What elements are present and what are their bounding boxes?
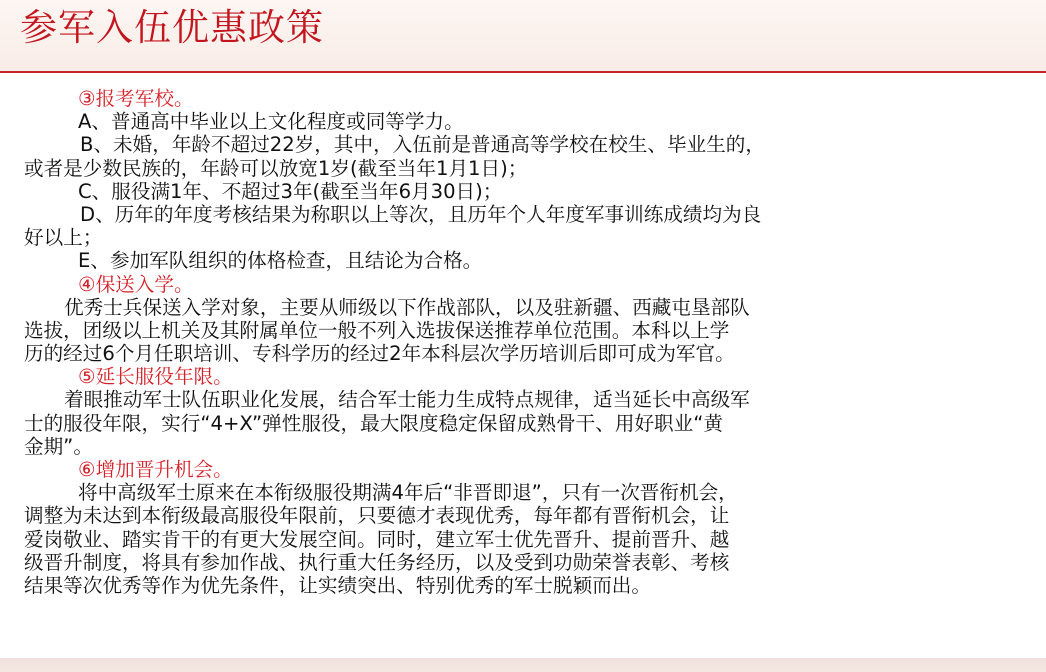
text-line: 调整为未达到本衔级最高服役年限前，只要德才表现优秀，每年都有晋衔机会，让 bbox=[24, 504, 730, 528]
text-line: 优秀士兵保送入学对象，主要从师级以下作战部队，以及驻新疆、西藏屯垦部队 bbox=[64, 295, 750, 319]
text-line: 金期”。 bbox=[24, 434, 93, 458]
text-line: 结果等次优秀等作为优先条件，让实绩突出、特别优秀的军士脱颖而出。 bbox=[24, 573, 651, 597]
section-heading-promotion: ⑥增加晋升机会。 bbox=[78, 458, 233, 481]
text-line: 选拔，团级以上机关及其附属单位一般不列入选拔保送推荐单位范围。本科以上学 bbox=[24, 318, 730, 342]
text-line: C、服役满1年、不超过3年(截至当年6月30日)； bbox=[78, 179, 503, 203]
section-heading-recommended-admission: ④保送入学。 bbox=[78, 272, 194, 296]
header-band bbox=[0, 0, 1046, 72]
page-title: 参军入伍优惠政策 bbox=[20, 6, 324, 49]
text-line: B、未婚，年龄不超过22岁，其中，入伍前是普通高等学校在校生、毕业生的， bbox=[80, 133, 765, 157]
text-line: 将中高级军士原来在本衔级服役期满4年后“非晋即退”，只有一次晋衔机会， bbox=[78, 481, 738, 505]
text-line: 士的服役年限，实行“4+X”弹性服役，最大限度稳定保留成熟骨干、用好职业“黄 bbox=[24, 411, 723, 435]
text-line: E、参加军队组织的体格检查，且结论为合格。 bbox=[78, 249, 483, 273]
text-line: 爱岗敬业、踏实肯干的有更大发展空间。同时，建立军士优先晋升、提前晋升、越 bbox=[24, 527, 730, 551]
bottom-strip bbox=[0, 658, 1046, 672]
text-line: 好以上； bbox=[24, 226, 103, 250]
text-line: 级晋升制度，将具有参加作战、执行重大任务经历，以及受到功勋荣誉表彰、考核 bbox=[24, 550, 730, 574]
section-heading-military-school: ③报考军校。 bbox=[78, 87, 194, 110]
section-heading-extended-service: ⑤延长服役年限。 bbox=[78, 365, 233, 389]
policy-text bbox=[24, 87, 1024, 597]
text-line: 历的经过6个月任职培训、专科学历的经过2年本科层次学历培训后即可成为军官。 bbox=[24, 342, 735, 366]
text-line: 或者是少数民族的，年龄可以放宽1岁(截至当年1月1日)； bbox=[24, 156, 528, 180]
text-line: A、普通高中毕业以上文化程度或同等学力。 bbox=[78, 110, 464, 134]
text-line: 着眼推动军士队伍职业化发展，结合军士能力生成特点规律，适当延长中高级军 bbox=[64, 388, 750, 412]
text-line: D、历年的年度考核结果为称职以上等次，且历年个人年度军事训练成绩均为良 bbox=[80, 202, 762, 226]
